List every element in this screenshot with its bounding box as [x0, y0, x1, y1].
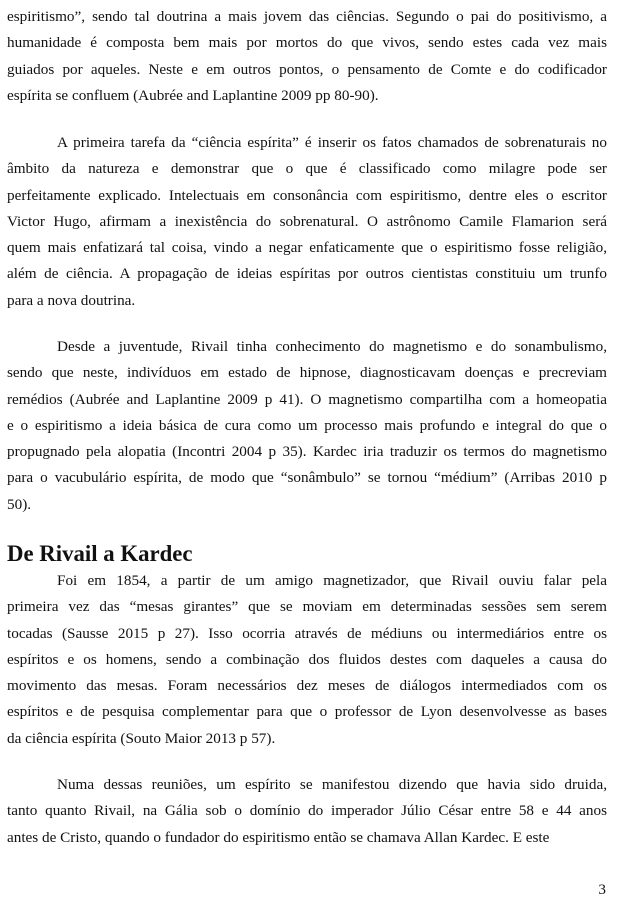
section-heading: De Rivail a Kardec: [7, 541, 193, 566]
text-line: 50).: [7, 495, 32, 513]
paragraph-mesas-girantes: [7, 568, 607, 752]
text-line: para o vacubulário espírita, de modo que “sonâmbulo” se tornou “médium” (Arribas 2010 p: [7, 469, 607, 487]
text-line: espiritismo”, sendo tal doutrina a mais jovem das ciências. Segundo o pai do positivismo, a: [7, 8, 607, 25]
text-line: antes de Cristo, quando o fundador do espiritismo então se chamava Allan Kardec. E este: [7, 828, 550, 846]
page-number: 3: [598, 881, 606, 898]
text-line: e o espiritismo a ideia básica de cura como um processo mais profundo e integral do que o: [7, 416, 607, 434]
text-line: sendo que neste, indivíduos em estado de hipnose, diagnosticavam doenças e precreviam: [7, 364, 607, 382]
text-line: espíritos e os homens, sendo a combinação dos fluidos destes com daqueles a causa do: [7, 650, 607, 668]
text-line: além de ciência. A propagação de ideias espíritas por outros cientistas constituiu um trunfo: [7, 265, 607, 283]
paragraph-ciencia-espirita: [7, 130, 607, 314]
text-line: tocadas (Sausse 2015 p 27). Isso ocorria através de médiuns ou intermediários entre os: [7, 624, 607, 642]
text-line: guiados por aqueles. Neste e em outros pontos, o pensamento de Comte e do codificador: [7, 60, 607, 78]
text-line: A primeira tarefa da “ciência espírita” é inserir os fatos chamados de sobrenaturais no: [57, 134, 607, 151]
text-line: espíritos e de pesquisa complementar para que o professor de Lyon desenvolvesse as bases: [7, 703, 607, 721]
paragraph-magnetismo: [7, 334, 607, 518]
text-line: movimento das mesas. Foram necessários dez meses de diálogos intermediados com os: [7, 677, 607, 695]
paragraph-comte: [7, 4, 607, 109]
text-line: espírita se confluem (Aubrée and Laplantine 2009 pp 80-90).: [7, 86, 379, 104]
text-line: primeira vez das “mesas girantes” que se moviam em determinadas sessões sem serem: [7, 598, 607, 616]
text-line: tanto quanto Rivail, na Gália sob o domínio do imperador Júlio César entre 58 e 44 anos: [7, 802, 607, 820]
text-line: Desde a juventude, Rivail tinha conhecimento do magnetismo e do sonambulismo,: [57, 338, 607, 355]
text-line: quem mais enfatizará tal coisa, vindo a negar enfaticamente que o espiritismo fosse religião,: [7, 239, 607, 257]
text-line: da ciência espírita (Souto Maior 2013 p 57).: [7, 729, 276, 747]
text-line: perfeitamente explicado. Intelectuais em consonância com espiritismo, dentre eles o escritor: [7, 186, 607, 204]
text-line: humanidade é composta bem mais por mortos do que vivos, sendo estes cada vez mais: [7, 34, 607, 52]
text-line: remédios (Aubrée and Laplantine 2009 p 41). O magnetismo compartilha com a homeopatia: [7, 390, 607, 408]
text-line: para a nova doutrina.: [7, 291, 136, 309]
text-line: propugnado pela alopatia (Incontri 2004 p 35). Kardec iria traduzir os termos do magnetismo: [7, 443, 607, 461]
text-line: âmbito da natureza e demonstrar que o que é classificado como milagre pode ser: [7, 160, 607, 178]
text-line: Victor Hugo, afirmam a inexistência do sobrenatural. O astrônomo Camile Flamarion será: [7, 212, 607, 230]
text-line: Numa dessas reuniões, um espírito se manifestou dizendo que havia sido druida,: [57, 776, 607, 793]
text-line: Foi em 1854, a partir de um amigo magnetizador, que Rivail ouviu falar pela: [57, 572, 607, 589]
paragraph-druida: [7, 772, 607, 851]
